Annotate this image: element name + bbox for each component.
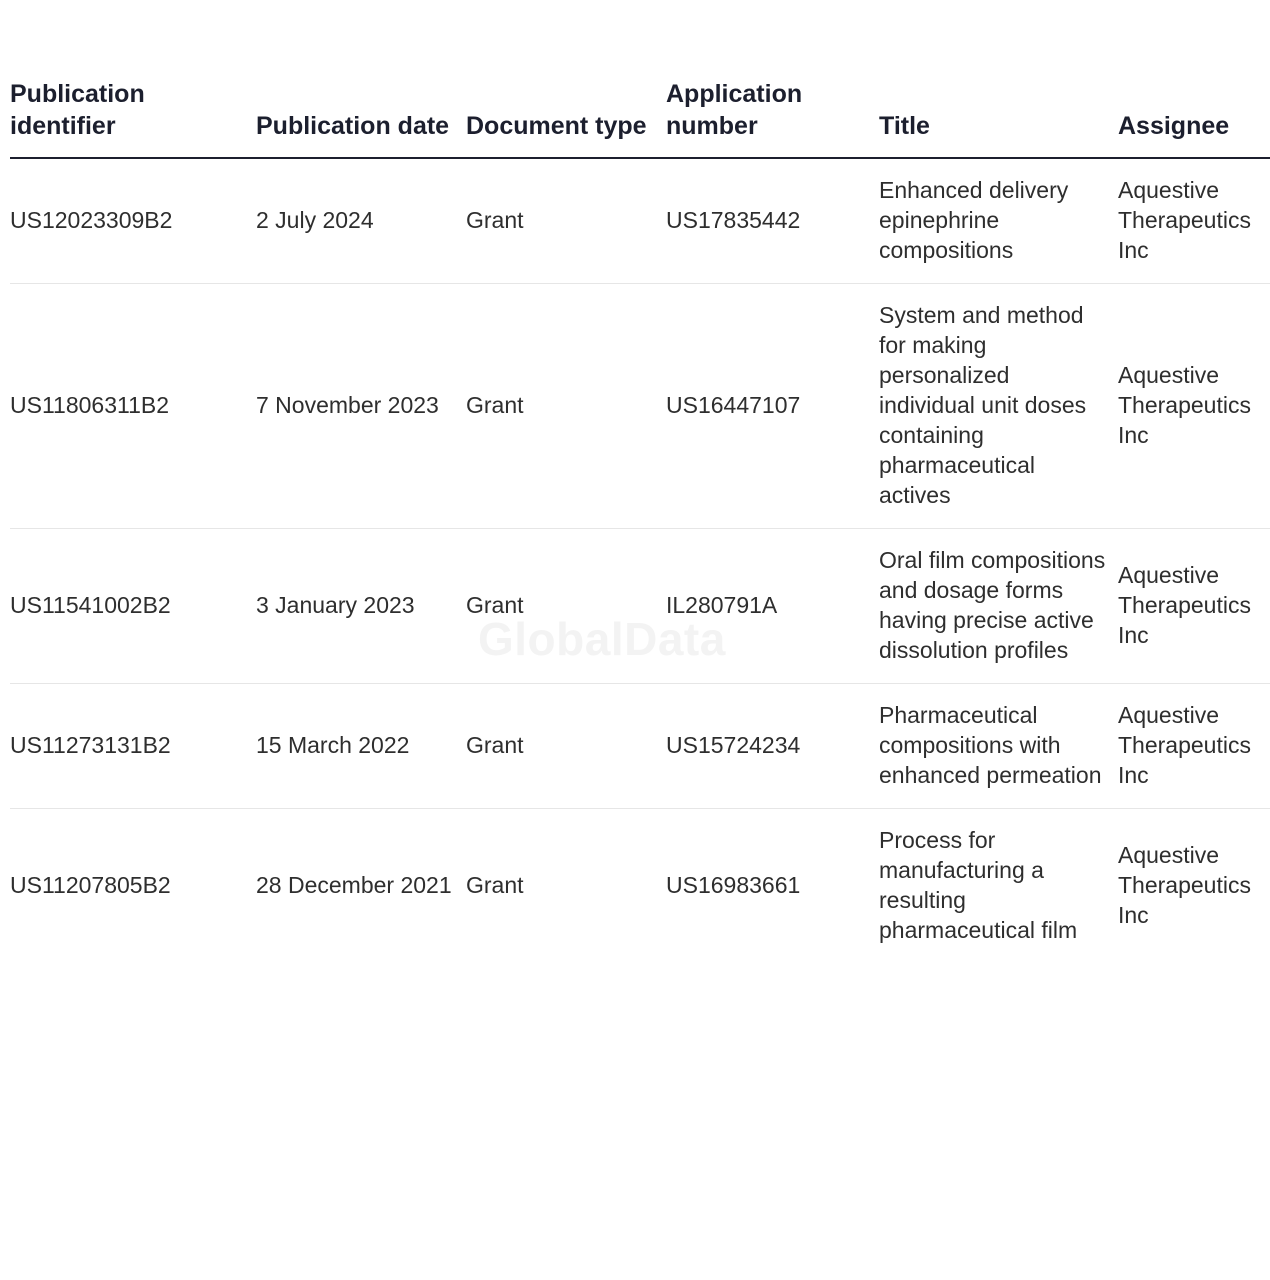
cell-assignee: Aquestive Therapeutics Inc bbox=[1118, 842, 1251, 928]
cell-title: Oral film compositions and dosage forms having precise active dissolution profiles bbox=[879, 529, 1118, 684]
cell-application-number: US16447107 bbox=[666, 284, 879, 529]
header-document-type: Document type bbox=[466, 78, 666, 158]
cell-publication-date: 3 January 2023 bbox=[256, 529, 466, 684]
cell-publication-identifier: US11806311B2 bbox=[10, 284, 256, 529]
table-row bbox=[10, 529, 1270, 684]
table-row bbox=[10, 284, 1270, 529]
table-row bbox=[10, 809, 1270, 964]
cell-application-number: IL280791A bbox=[666, 529, 879, 684]
patents-table-container bbox=[10, 0, 1251, 1280]
cell-assignee: Aquestive Therapeutics Inc bbox=[1118, 684, 1270, 809]
table-header-row bbox=[10, 78, 1270, 158]
cell-document-type: Grant bbox=[466, 684, 666, 809]
cell-application-number: US16983661 bbox=[666, 872, 801, 898]
header-publication-identifier: Publication identifier bbox=[10, 78, 256, 158]
cell-publication-date: 15 March 2022 bbox=[256, 684, 466, 809]
cell-title: System and method for making personalized individual unit doses containing pharmaceutical actives bbox=[879, 284, 1118, 529]
table-row bbox=[10, 684, 1270, 809]
cell-publication-identifier: US11273131B2 bbox=[10, 684, 256, 809]
cell-title: Enhanced delivery epinephrine compositions bbox=[879, 158, 1118, 284]
cell-publication-identifier: US12023309B2 bbox=[10, 158, 256, 284]
header-publication-date: Publication date bbox=[256, 78, 466, 158]
header-assignee: Assignee bbox=[1118, 78, 1270, 158]
cell-publication-date: 7 November 2023 bbox=[256, 284, 466, 529]
cell-publication-date: 2 July 2024 bbox=[256, 158, 466, 284]
cell-publication-date: 28 December 2021 bbox=[256, 872, 452, 898]
header-application-number: Application number bbox=[666, 78, 879, 158]
cell-publication-identifier: US11541002B2 bbox=[10, 529, 256, 684]
cell-document-type: Grant bbox=[466, 158, 666, 284]
cell-assignee: Aquestive Therapeutics Inc bbox=[1118, 158, 1270, 284]
cell-application-number: US17835442 bbox=[666, 158, 879, 284]
cell-document-type: Grant bbox=[466, 284, 666, 529]
table-row bbox=[10, 158, 1270, 284]
patents-table bbox=[10, 78, 1270, 963]
cell-assignee: Aquestive Therapeutics Inc bbox=[1118, 529, 1270, 684]
cell-title: Pharmaceutical compositions with enhanced permeation bbox=[879, 684, 1118, 809]
cell-document-type: Grant bbox=[466, 529, 666, 684]
cell-document-type: Grant bbox=[466, 872, 524, 898]
cell-assignee: Aquestive Therapeutics Inc bbox=[1118, 284, 1270, 529]
cell-title: Process for manufacturing a resulting pharmaceutical film bbox=[879, 827, 1078, 943]
cell-publication-identifier: US11207805B2 bbox=[10, 872, 171, 898]
header-title: Title bbox=[879, 78, 1118, 158]
watermark: GlobalData bbox=[478, 613, 726, 665]
cell-application-number: US15724234 bbox=[666, 684, 879, 809]
